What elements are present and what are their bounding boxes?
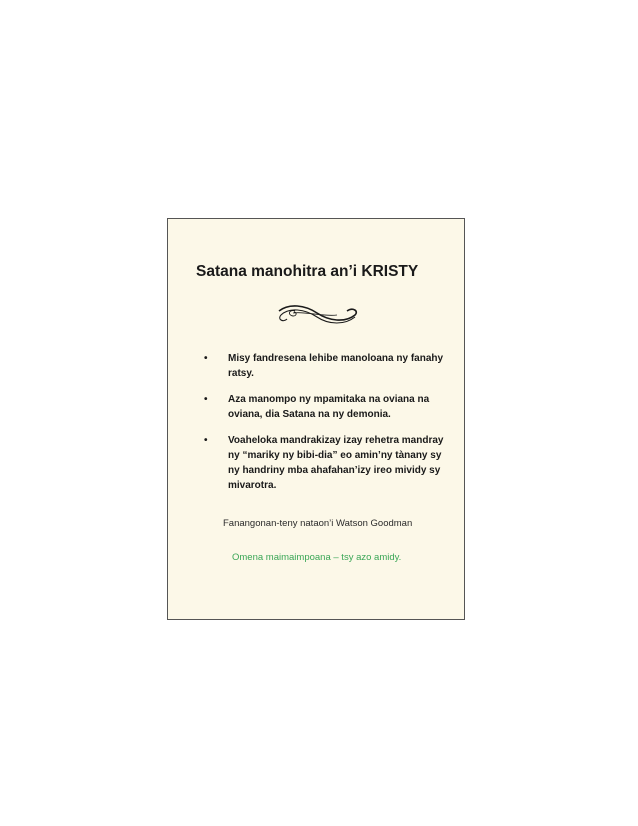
bullet-text: Misy fandresena lehibe manoloana ny fanahy ratsy. xyxy=(228,353,444,379)
bullet-text: Aza manompo ny mpamitaka na oviana na oviana, dia Satana na ny demonia. xyxy=(228,394,430,420)
list-item xyxy=(204,351,454,381)
bullet-text: Voaheloka mandrakizay izay rehetra mandray ny “mariky ny bibi-dia” eo amin’ny tànany sy ny handriny mba ahafahan’izy ireo mividy sy mivarotra. xyxy=(228,435,444,491)
bullet-dot: • xyxy=(204,435,208,446)
list-item xyxy=(204,392,454,422)
bullet-dot: • xyxy=(204,394,208,405)
list-item xyxy=(204,433,454,493)
flyer-card xyxy=(167,218,465,620)
flourish-ornament-icon xyxy=(275,301,359,327)
free-distribution-note: Omena maimaimpoana – tsy azo amidy. xyxy=(232,552,402,563)
bullet-list xyxy=(204,351,454,504)
flyer-title: Satana manohitra an’i KRISTY xyxy=(196,263,419,280)
compiler-credit: Fanangonan-teny nataon’i Watson Goodman xyxy=(223,518,413,529)
bullet-dot: • xyxy=(204,353,208,364)
